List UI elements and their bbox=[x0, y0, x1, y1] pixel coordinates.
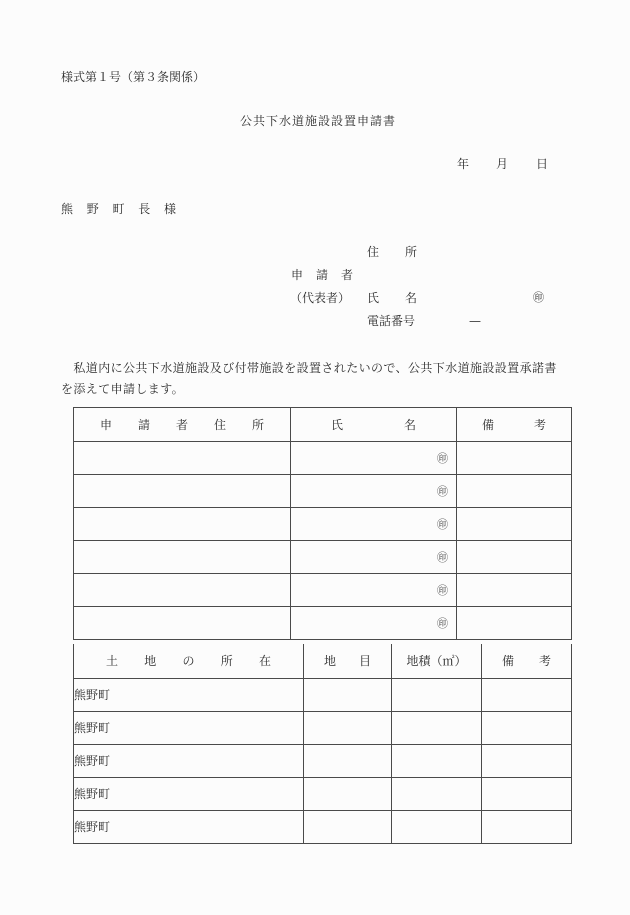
table-row bbox=[74, 711, 572, 744]
date-year-label: 年 bbox=[457, 157, 470, 171]
applicant-address-cell[interactable] bbox=[74, 475, 291, 508]
seal-icon: ㊞ bbox=[437, 452, 448, 465]
label-char: 住 bbox=[367, 245, 380, 259]
header-name bbox=[291, 408, 457, 442]
addressee-char: 熊 bbox=[61, 202, 74, 216]
header-char: 地 bbox=[324, 654, 337, 669]
header-char: 所 bbox=[251, 418, 264, 432]
addressee-char: 様 bbox=[163, 202, 176, 216]
land-area-cell[interactable] bbox=[392, 744, 482, 777]
applicant-label bbox=[291, 268, 353, 282]
form-label: 様式第１号（第３条関係） bbox=[61, 70, 206, 84]
applicant-remarks-cell[interactable] bbox=[457, 541, 572, 574]
applicant-remarks-cell[interactable] bbox=[457, 475, 572, 508]
header-char: 考 bbox=[538, 654, 551, 669]
phone-separator: — bbox=[469, 314, 481, 328]
land-category-cell[interactable] bbox=[304, 810, 392, 843]
header-char: 土 bbox=[106, 654, 119, 669]
header-address bbox=[74, 408, 291, 442]
land-area-cell[interactable] bbox=[392, 810, 482, 843]
header-char: 請 bbox=[137, 418, 150, 432]
body-text-line2: を添えて申請します。 bbox=[61, 382, 185, 396]
header-area: 地積（㎡） bbox=[392, 644, 482, 678]
table-row bbox=[74, 810, 572, 843]
addressee-char: 長 bbox=[138, 202, 151, 216]
header-char: 考 bbox=[533, 418, 546, 432]
land-category-cell[interactable] bbox=[304, 711, 392, 744]
header-location bbox=[74, 644, 304, 678]
applicant-remarks-cell[interactable] bbox=[457, 508, 572, 541]
header-char: 者 bbox=[175, 418, 188, 432]
land-location-cell[interactable]: 熊野町 bbox=[74, 678, 304, 711]
addressee bbox=[61, 202, 176, 216]
applicant-remarks-cell[interactable] bbox=[457, 442, 572, 475]
label-char: 申 bbox=[291, 268, 304, 282]
land-area-cell[interactable] bbox=[392, 777, 482, 810]
body-text-line1: 私道内に公共下水道施設及び付帯施設を設置されたいので、公共下水道施設設置承諾書 bbox=[61, 361, 557, 375]
land-remarks-cell[interactable] bbox=[482, 744, 572, 777]
land-remarks-cell[interactable] bbox=[482, 810, 572, 843]
label-char: 名 bbox=[404, 291, 417, 305]
header-remarks bbox=[482, 644, 572, 678]
applicant-name-cell[interactable] bbox=[291, 442, 457, 475]
land-category-cell[interactable] bbox=[304, 678, 392, 711]
label-char: 所 bbox=[404, 245, 417, 259]
land-category-cell[interactable] bbox=[304, 744, 392, 777]
header-char: 所 bbox=[220, 654, 233, 669]
header-char: 氏 bbox=[331, 418, 344, 432]
land-remarks-cell[interactable] bbox=[482, 777, 572, 810]
applicant-remarks-cell[interactable] bbox=[457, 574, 572, 607]
seal-icon: ㊞ bbox=[437, 518, 448, 531]
header-char: 在 bbox=[258, 654, 271, 669]
applicant-address-cell[interactable] bbox=[74, 574, 291, 607]
header-char: 備 bbox=[502, 654, 515, 669]
header-char: 住 bbox=[213, 418, 226, 432]
table-row bbox=[74, 442, 572, 475]
land-location-cell[interactable]: 熊野町 bbox=[74, 777, 304, 810]
land-area-cell[interactable] bbox=[392, 711, 482, 744]
label-char: 請 bbox=[315, 268, 328, 282]
land-table-header bbox=[74, 644, 572, 678]
header-char: 備 bbox=[482, 418, 495, 432]
land-location-cell[interactable]: 熊野町 bbox=[74, 810, 304, 843]
header-char: 目 bbox=[358, 654, 371, 669]
applicant-address-cell[interactable] bbox=[74, 541, 291, 574]
land-area-cell[interactable] bbox=[392, 678, 482, 711]
phone-label: 電話番号 bbox=[367, 314, 416, 328]
applicant-name-cell[interactable] bbox=[291, 574, 457, 607]
header-remarks bbox=[457, 408, 572, 442]
land-location-cell[interactable]: 熊野町 bbox=[74, 711, 304, 744]
applicant-address-cell[interactable] bbox=[74, 442, 291, 475]
table-row bbox=[74, 475, 572, 508]
applicant-remarks-cell[interactable] bbox=[457, 607, 572, 640]
table-row bbox=[74, 678, 572, 711]
addressee-char: 野 bbox=[86, 202, 99, 216]
date-day-label: 日 bbox=[536, 157, 549, 171]
seal-icon: ㊞ bbox=[437, 551, 448, 564]
seal-icon: ㊞ bbox=[437, 584, 448, 597]
table-row bbox=[74, 574, 572, 607]
seal-mark: ㊞ bbox=[533, 291, 544, 304]
applicant-name-cell[interactable] bbox=[291, 508, 457, 541]
applicants-table-header bbox=[74, 408, 572, 442]
applicant-address-cell[interactable] bbox=[74, 607, 291, 640]
applicant-name-cell[interactable] bbox=[291, 607, 457, 640]
address-label bbox=[367, 245, 417, 259]
name-label bbox=[367, 291, 417, 305]
applicants-table bbox=[73, 407, 572, 640]
table-row bbox=[74, 541, 572, 574]
seal-icon: ㊞ bbox=[437, 617, 448, 630]
land-category-cell[interactable] bbox=[304, 777, 392, 810]
header-char: 名 bbox=[403, 418, 416, 432]
table-row bbox=[74, 607, 572, 640]
land-location-cell[interactable]: 熊野町 bbox=[74, 744, 304, 777]
applicant-name-cell[interactable] bbox=[291, 541, 457, 574]
land-remarks-cell[interactable] bbox=[482, 711, 572, 744]
date-month-label: 月 bbox=[496, 157, 509, 171]
land-table bbox=[73, 644, 572, 844]
table-row bbox=[74, 508, 572, 541]
seal-icon: ㊞ bbox=[437, 485, 448, 498]
representative-label: （代表者） bbox=[290, 291, 351, 305]
addressee-char: 町 bbox=[112, 202, 125, 216]
applicant-address-cell[interactable] bbox=[74, 508, 291, 541]
document-title: 公共下水道施設設置申請書 bbox=[240, 114, 397, 128]
table-row bbox=[74, 777, 572, 810]
land-remarks-cell[interactable] bbox=[482, 678, 572, 711]
table-row bbox=[74, 744, 572, 777]
label-char: 氏 bbox=[367, 291, 380, 305]
applicant-name-cell[interactable] bbox=[291, 475, 457, 508]
label-char: 者 bbox=[340, 268, 353, 282]
header-land-category bbox=[304, 644, 392, 678]
header-char: 申 bbox=[100, 418, 113, 432]
header-char: の bbox=[182, 654, 195, 669]
header-char: 地 bbox=[144, 654, 157, 669]
